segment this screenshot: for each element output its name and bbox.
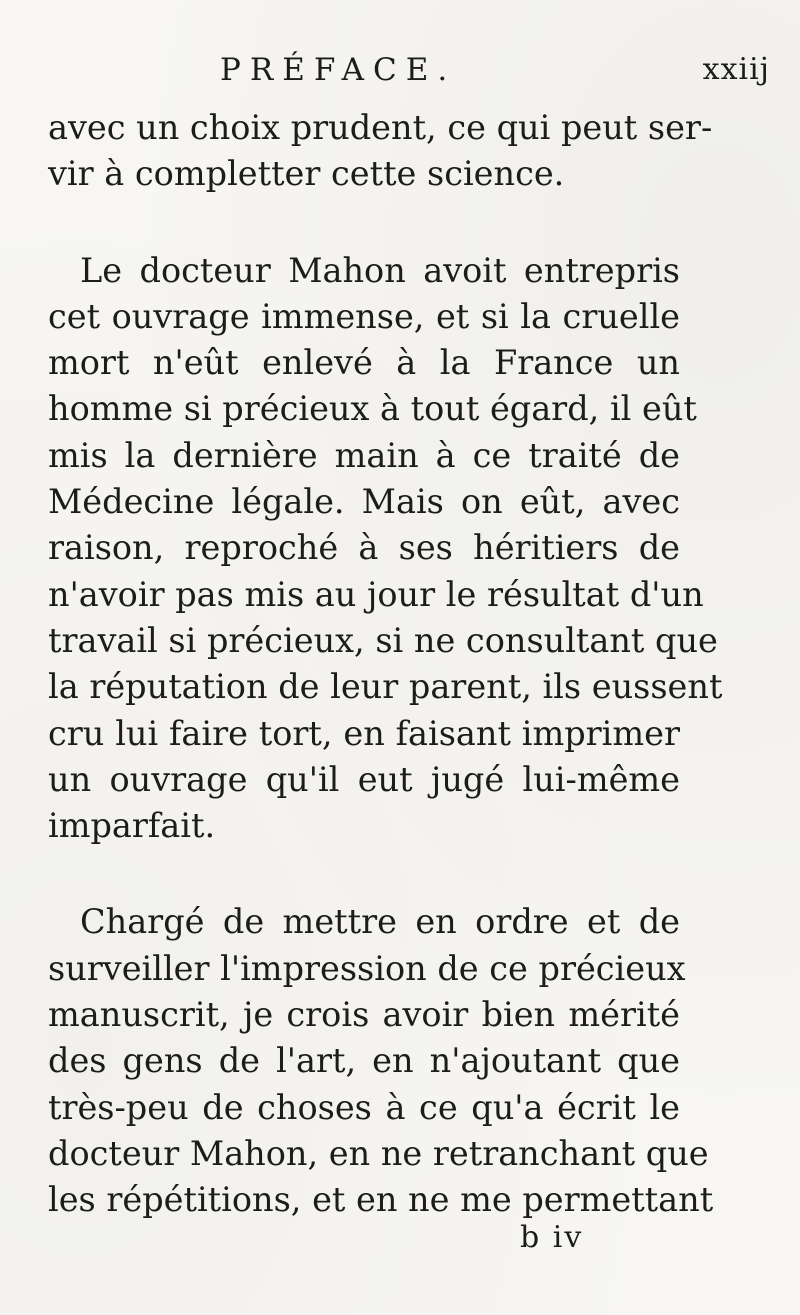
text-line: n'avoir pas mis au jour le résultat d'un [48, 574, 704, 614]
text-line: cet ouvrage immense, et si la cruelle [48, 296, 680, 336]
text-line: cru lui faire tort, en faisant imprimer [48, 713, 680, 753]
text-line: docteur Mahon, en ne retranchant que [48, 1133, 709, 1173]
text-line: Le docteur Mahon avoit entrepris [80, 250, 680, 290]
text-line: Médecine légale. Mais on eût, avec [48, 482, 680, 522]
text-line: très-peu de choses à ce qu'a écrit le [48, 1087, 680, 1127]
text-line: mis la dernière main à ce traité de [48, 435, 680, 475]
text-line: homme si précieux à tout égard, il eût [48, 389, 697, 429]
text-line: avec un choix prudent, ce qui peut ser- [48, 108, 713, 147]
text-line: des gens de l'art, en n'ajoutant que [48, 1041, 680, 1081]
text-line: travail si précieux, si ne consultant que [48, 620, 718, 660]
paragraph-continuation [48, 105, 713, 198]
body-text [48, 105, 723, 1224]
page-header [40, 52, 770, 96]
paragraph-charge [48, 899, 714, 1223]
running-title: PRÉFACE. [220, 52, 457, 88]
text-line: les répétitions, et en ne me permettant [48, 1180, 714, 1220]
text-line: imparfait. [48, 806, 216, 846]
page-number: xxiij [702, 52, 770, 87]
text-line: un ouvrage qu'il eut jugé lui-même [48, 759, 680, 799]
text-line: surveiller l'impression de ce précieux [48, 948, 686, 988]
text-line: mort n'eût enlevé à la France un [48, 343, 680, 383]
text-line: vir à completter cette science. [48, 154, 565, 194]
text-line: Chargé de mettre en ordre et de [80, 902, 680, 942]
paragraph-mahon [48, 248, 723, 850]
text-line: la réputation de leur parent, ils eussent [48, 667, 723, 707]
signature-mark: b iv [520, 1220, 584, 1255]
text-line: raison, reproché à ses héritiers de [48, 528, 680, 568]
text-line: manuscrit, je crois avoir bien mérité [48, 995, 680, 1035]
